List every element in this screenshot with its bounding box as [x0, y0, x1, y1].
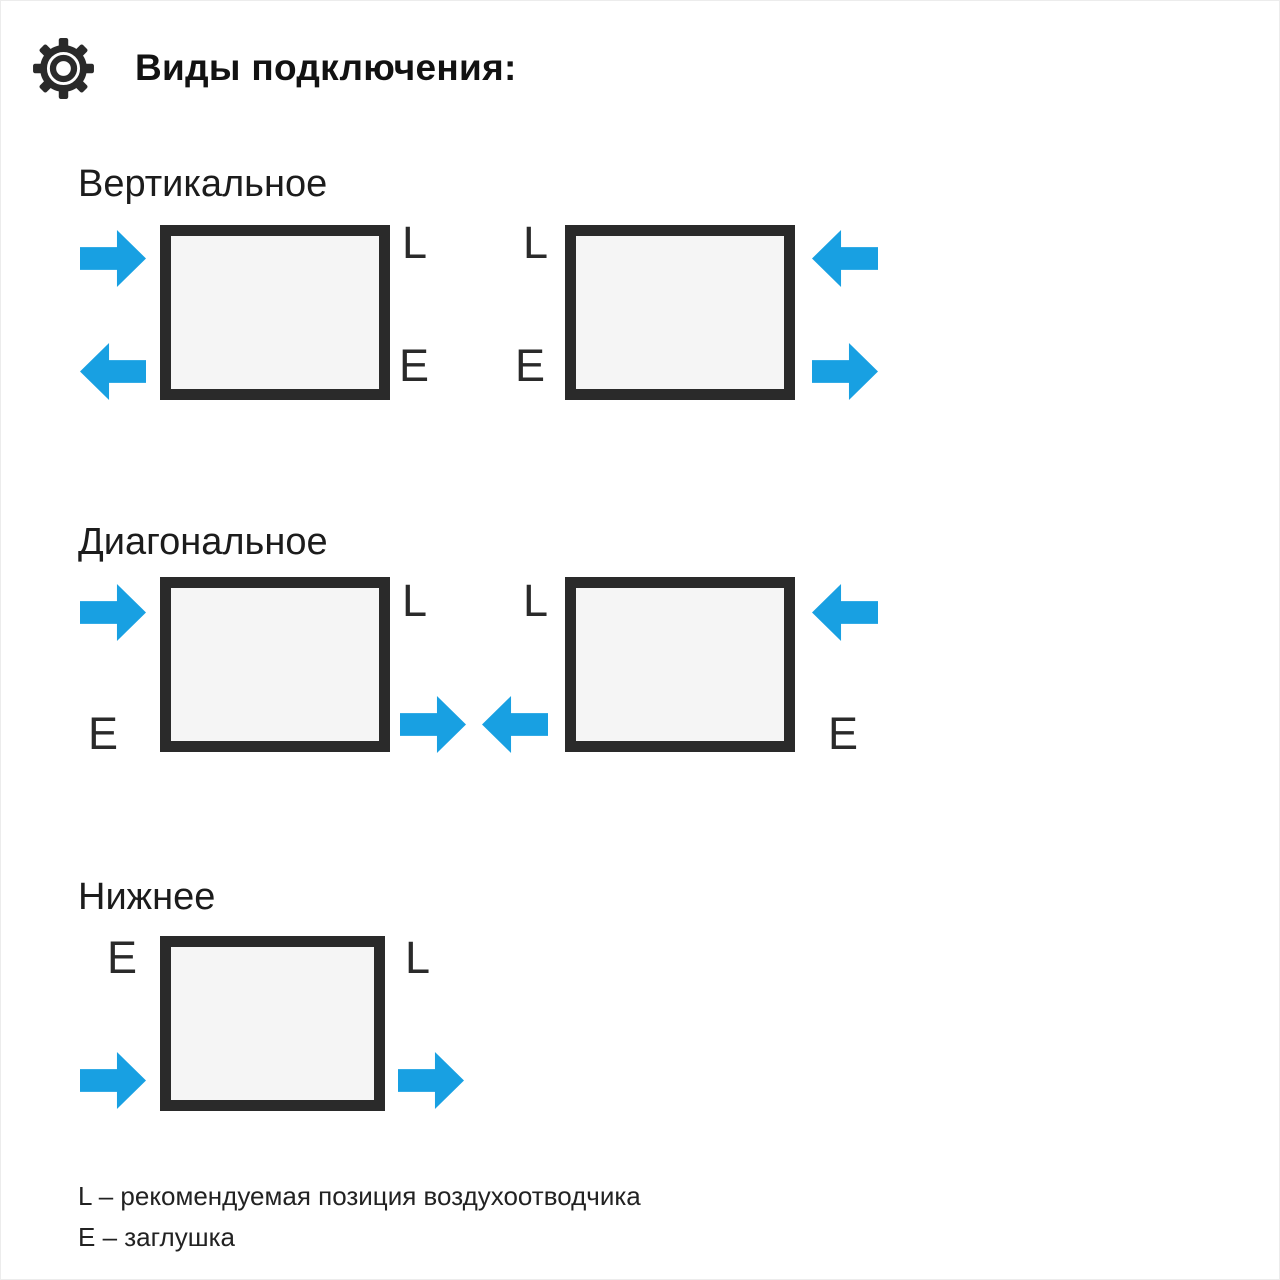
bottom-port-label-l: L	[405, 932, 431, 983]
vertical-left-radiator	[160, 225, 390, 400]
legend	[78, 1176, 641, 1258]
vertical-right-flow-out-arrow-icon	[812, 343, 878, 400]
diagonal-left-radiator	[160, 577, 390, 752]
gear-icon	[32, 37, 95, 100]
vertical-left-port-label-l: L	[402, 217, 428, 268]
bottom-flow-out-arrow-icon	[398, 1052, 464, 1109]
legend-line-e: E – заглушка	[78, 1222, 235, 1252]
diagonal-left-flow-in-arrow-icon	[80, 584, 146, 641]
bottom-port-label-e: E	[106, 932, 137, 983]
vertical-right-radiator	[565, 225, 795, 400]
legend-line-l: L – рекомендуемая позиция воздухоотводчика	[78, 1181, 641, 1211]
diagonal-right-flow-in-arrow-icon	[812, 584, 878, 641]
vertical-left-flow-out-arrow-icon	[80, 343, 146, 400]
vertical-right-port-label-e: E	[514, 340, 545, 391]
diagonal-left-flow-out-arrow-icon	[400, 696, 466, 753]
diagonal-right-flow-out-arrow-icon	[482, 696, 548, 753]
diagonal-right-radiator	[565, 577, 795, 752]
diagonal-left-port-label-l: L	[402, 575, 428, 626]
section-title-bottom: Нижнее	[78, 876, 216, 918]
bottom-flow-in-arrow-icon	[80, 1052, 146, 1109]
diagonal-left-port-label-e: E	[88, 708, 119, 759]
vertical-left-port-label-e: E	[399, 340, 430, 391]
bottom-radiator	[160, 936, 385, 1111]
vertical-right-port-label-l: L	[522, 217, 548, 268]
section-title-diagonal: Диагональное	[78, 521, 328, 563]
section-title-vertical: Вертикальное	[78, 163, 328, 205]
vertical-left-flow-in-arrow-icon	[80, 230, 146, 287]
page-title: Виды подключения:	[135, 47, 517, 88]
diagonal-right-port-label-l: L	[522, 575, 548, 626]
vertical-right-flow-in-arrow-icon	[812, 230, 878, 287]
diagonal-right-port-label-e: E	[828, 708, 859, 759]
